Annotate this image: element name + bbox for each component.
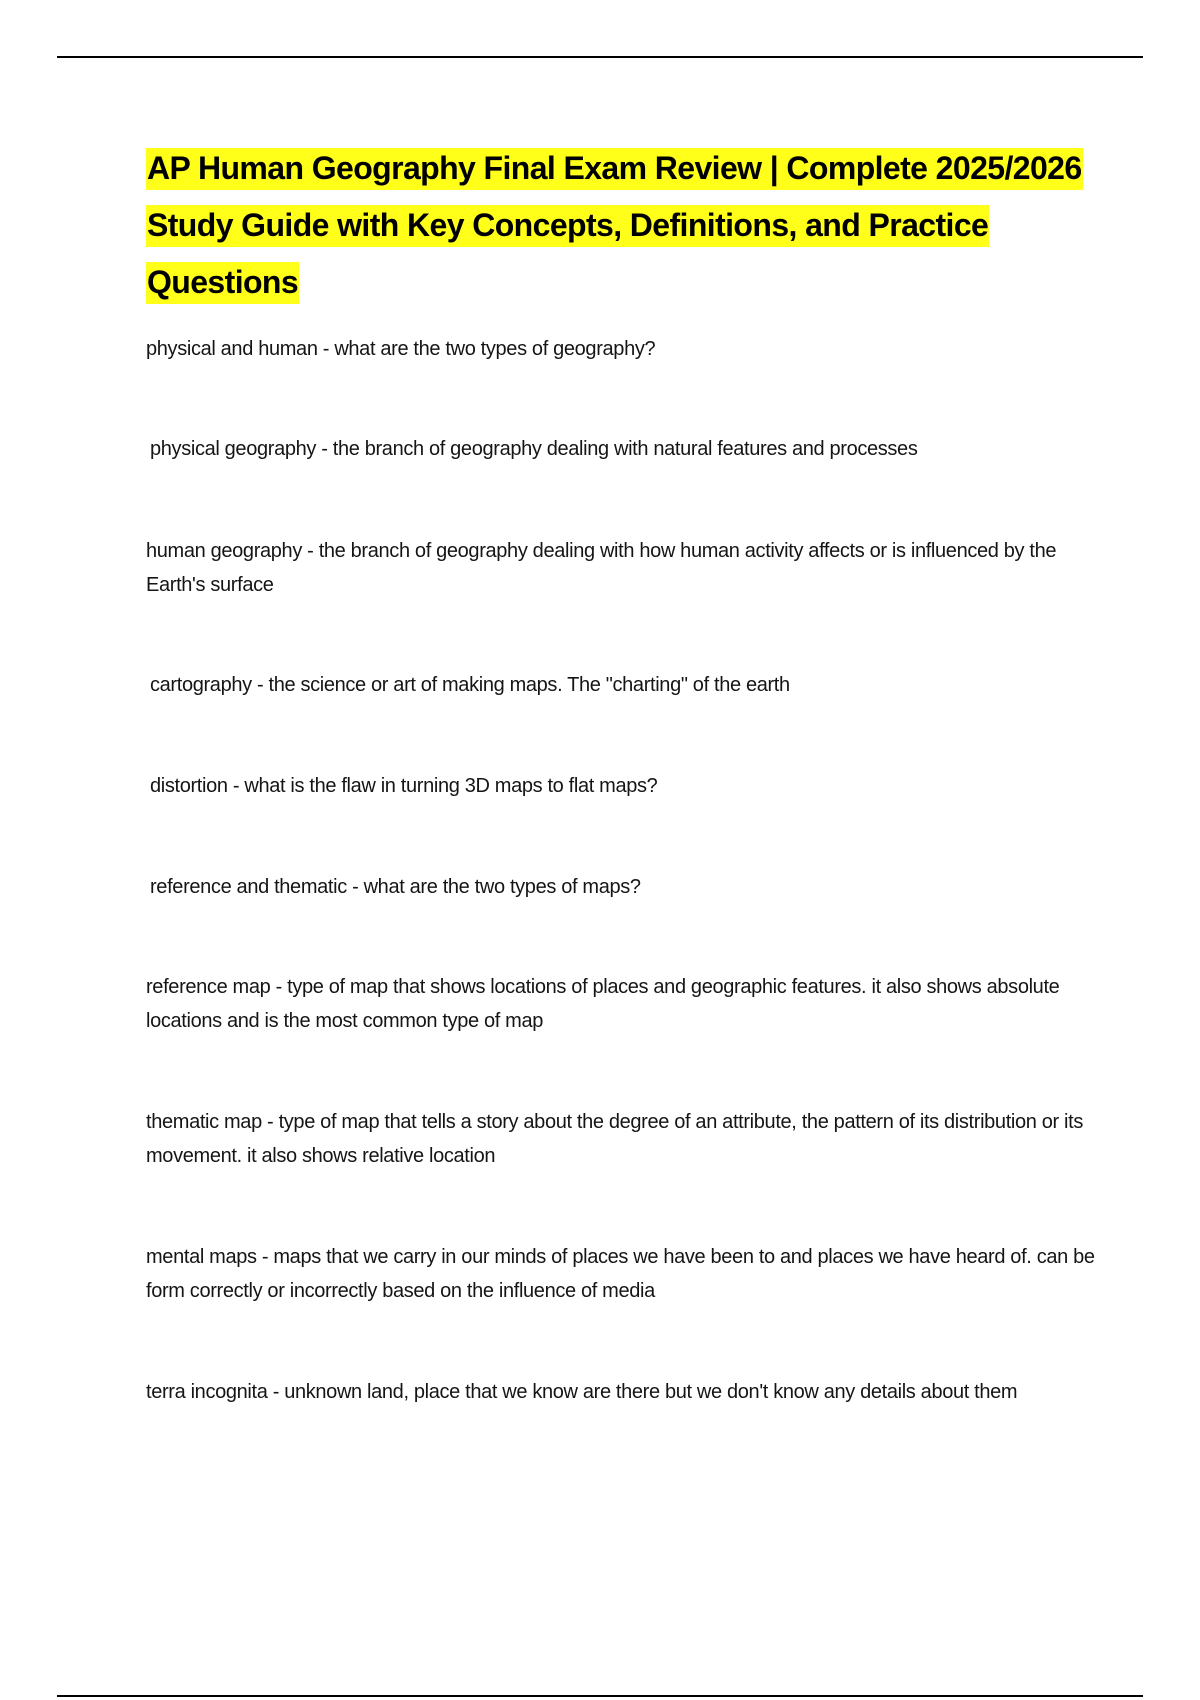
flashcard-entry: physical and human - what are the two types of geography? — [146, 338, 656, 360]
flashcard-entry: cartography - the science or art of making maps. The "charting" of the earth — [150, 674, 790, 696]
flashcard-entry: human geography - the branch of geography dealing with how human activity affects or is influenced by the Earth's surface — [146, 540, 1057, 596]
flashcard-entry: mental maps - maps that we carry in our minds of places we have been to and places we have heard of. can be form correctly or incorrectly based on the influence of media — [146, 1246, 1095, 1302]
document-title — [146, 140, 1106, 311]
bottom-rule — [57, 1695, 1143, 1697]
flashcard-entry: reference and thematic - what are the two types of maps? — [150, 876, 641, 898]
title-highlight: AP Human Geography Final Exam Review | Complete 2025/2026 Study Guide with Key Concepts, Definitions, and Practice Questions — [146, 148, 1083, 304]
flashcard-entry: thematic map - type of map that tells a story about the degree of an attribute, the pattern of its distribution or its movement. it also shows relative location — [146, 1111, 1084, 1167]
flashcard-entry: distortion - what is the flaw in turning 3D maps to flat maps? — [150, 775, 658, 797]
flashcard-entry: terra incognita - unknown land, place that we know are there but we don't know any details about them — [146, 1381, 1018, 1403]
top-rule — [57, 56, 1143, 58]
flashcard-entry: reference map - type of map that shows locations of places and geographic features. it also shows absolute locations and is the most common type of map — [146, 976, 1060, 1032]
flashcard-entry: physical geography - the branch of geography dealing with natural features and processes — [150, 438, 918, 460]
